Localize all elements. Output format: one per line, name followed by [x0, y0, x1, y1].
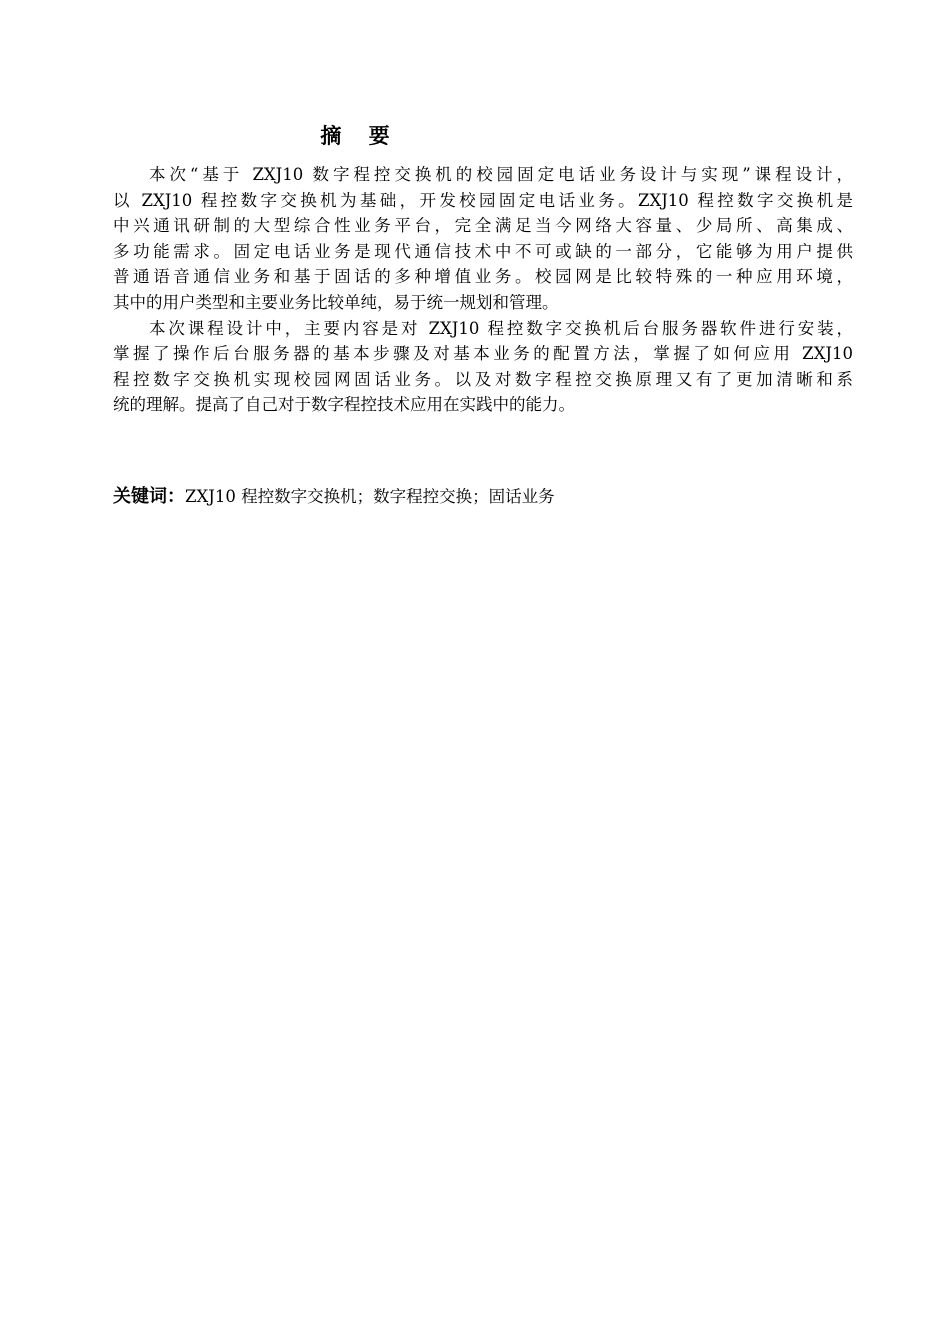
paragraph-line: 中兴通讯研制的大型综合性业务平台，完全满足当今网络大容量、少局所、高集成、 — [113, 216, 853, 236]
abstract-title: 摘 要 — [320, 124, 400, 148]
abstract-paragraph-2 — [113, 316, 853, 418]
paragraph-line: 其中的用户类型和主要业务比较单纯，易于统一规划和管理。 — [113, 292, 559, 312]
keywords-line — [113, 483, 555, 511]
paragraph-line: 统的理解。提高了自己对于数字程控技术应用在实践中的能力。 — [113, 395, 575, 415]
paragraph-line: 本次“基于 ZXJ10 数字程控交换机的校园固定电话业务设计与实现”课程设计， — [149, 165, 853, 184]
paragraph-line: 多功能需求。固定电话业务是现代通信技术中不可或缺的一部分，它能够为用户提供 — [113, 241, 853, 261]
abstract-body — [113, 162, 853, 418]
paragraph-line: 程控数字交换机实现校园网固话业务。以及对数字程控交换原理又有了更加清晰和系 — [113, 369, 853, 389]
paragraph-line: 掌握了操作后台服务器的基本步骤及对基本业务的配置方法，掌握了如何应用 ZXJ10 — [113, 344, 853, 364]
abstract-paragraph-1 — [113, 162, 853, 316]
keywords-text: ZXJ10 程控数字交换机；数字程控交换；固话业务 — [185, 487, 555, 506]
paragraph-line: 普通语音通信业务和基于固话的多种增值业务。校园网是比较特殊的一种应用环境， — [113, 267, 853, 287]
keywords-label: 关键词： — [113, 486, 185, 507]
paragraph-line: 本次课程设计中，主要内容是对 ZXJ10 程控数字交换机后台服务器软件进行安装， — [149, 318, 853, 338]
paragraph-line: 以 ZXJ10 程控数字交换机为基础，开发校园固定电话业务。ZXJ10 程控数字交换机是 — [113, 190, 853, 210]
